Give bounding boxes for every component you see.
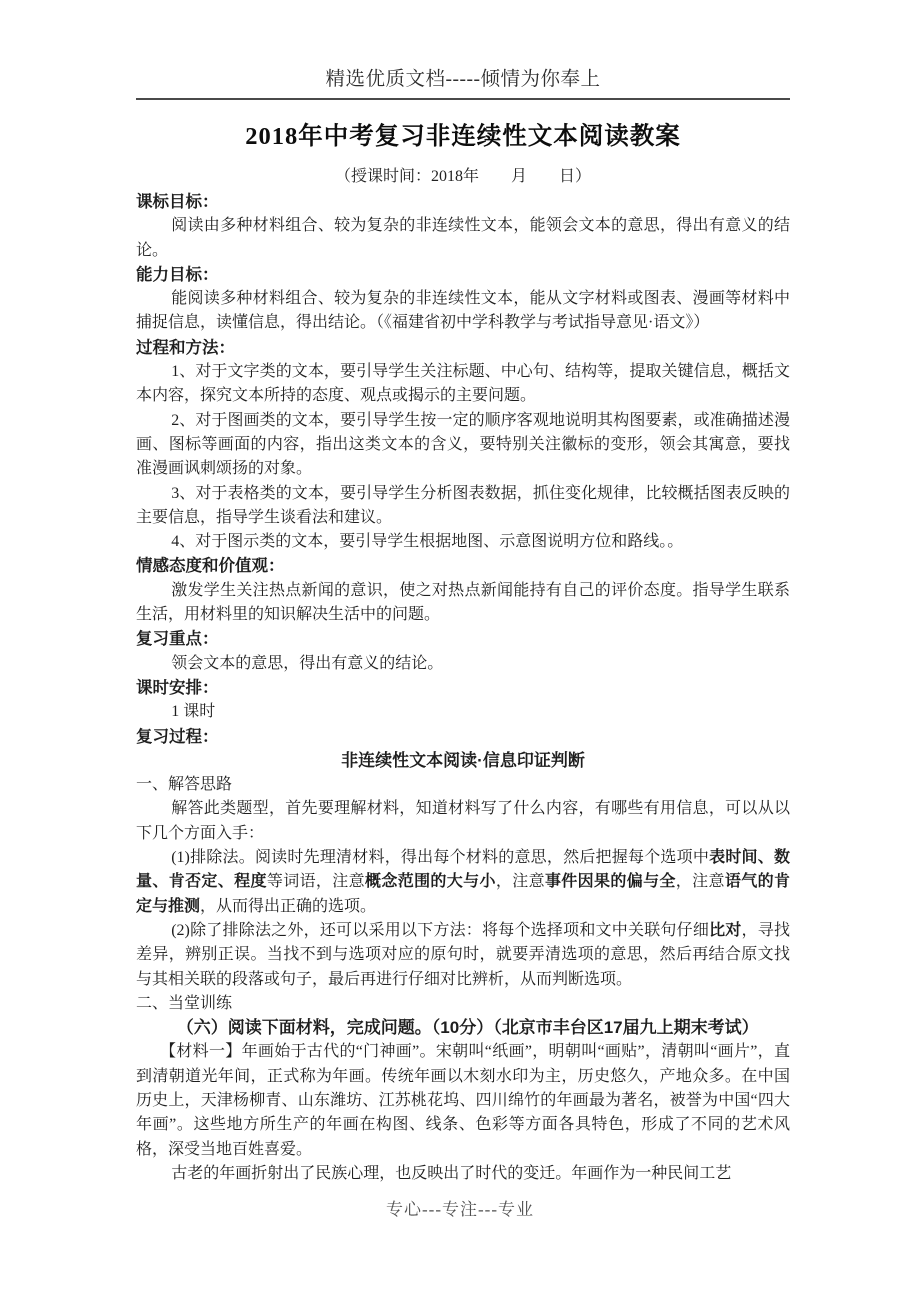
text-run: 课时安排： xyxy=(136,678,219,697)
text-run: 领会文本的意思，得出有意义的结论。 xyxy=(171,654,444,672)
document-subtitle: （授课时间：2018年 月 日） xyxy=(334,168,591,185)
paragraph xyxy=(136,482,790,531)
paragraph xyxy=(136,360,790,409)
text-run: 能力目标： xyxy=(136,265,219,284)
text-run: （六）阅读下面材料，完成问题。（10分）（北京市丰台区17届九上期末考试） xyxy=(176,1018,759,1038)
text-run: 2、对于图画类的文本，要引导学生按一定的顺序客观地说明其构图要素，或准确描述漫画、图标等画面的内容，指出这类文本的含义，要特别关注徽标的变形，领会其寓意，要找准漫画讽刺颂扬的对象。 xyxy=(136,411,790,478)
section-heading-course-goals xyxy=(136,190,790,214)
paragraph xyxy=(136,700,790,724)
text-run: ，注意 xyxy=(495,873,545,891)
text-run: 过程和方法： xyxy=(136,338,235,357)
text-run: ，从而得出正确的选项。 xyxy=(200,897,377,915)
text-run: 概念范围的大与小 xyxy=(365,873,496,891)
section-heading-ability-goals xyxy=(136,263,790,287)
section-heading-review-process xyxy=(136,725,790,749)
list-heading-answer-approach xyxy=(136,773,790,797)
paragraph xyxy=(136,652,790,676)
text-run: 等词语，注意 xyxy=(266,873,365,891)
text-run: 情感态度和价值观： xyxy=(136,557,285,576)
text-run: 解答此类题型，首先要理解材料，知道材料写了什么内容，有哪些有用信息，可以从以下几个方面入手： xyxy=(136,800,790,842)
paragraph xyxy=(136,579,790,628)
section-heading-process-methods xyxy=(136,336,790,360)
section-heading-schedule xyxy=(136,676,790,700)
text-run: 表时间、数量、肯否定、程度 xyxy=(136,849,790,891)
text-run: 语气的肯定与推测 xyxy=(136,873,790,915)
text-run: 复习重点： xyxy=(136,630,219,649)
text-run: ，寻找差异，辨别正误。当找不到与选项对应的原句时，就要弄清选项的意思，然后再结合原文找与其相关联的段落或句子，最后再进行仔细对比辨析，从而判断选项。 xyxy=(136,921,790,988)
text-run: ，注意 xyxy=(675,873,725,891)
text-run: 阅读由多种材料组合、较为复杂的非连续性文本，能领会文本的意思，得出有意义的结论。 xyxy=(136,217,790,259)
paragraph xyxy=(136,797,790,846)
document-footer: 专心---专注---专业 xyxy=(386,1200,534,1219)
section-heading-review-focus xyxy=(136,627,790,651)
paragraph xyxy=(136,287,790,336)
paragraph xyxy=(136,846,790,919)
text-run: 非连续性文本阅读·信息印证判断 xyxy=(341,750,585,770)
document-title: 2018年中考复习非连续性文本阅读教案 xyxy=(245,123,681,150)
text-run: 1 课时 xyxy=(171,703,216,721)
text-run: 古老的年画折射出了民族心理，也反映出了时代的变迁。年画作为一种民间工艺 xyxy=(171,1164,732,1182)
paragraph xyxy=(136,214,790,263)
text-run: 比对 xyxy=(709,921,742,939)
text-run: 复习过程： xyxy=(136,727,219,746)
text-run: 4、对于图示类的文本，要引导学生根据地图、示意图说明方位和路线。。 xyxy=(171,533,684,551)
text-run: (1)排除法。阅读时先理清材料，得出每个材料的意思，然后把握每个选项中 xyxy=(171,849,710,867)
paragraph xyxy=(136,409,790,482)
exercise-heading xyxy=(136,1016,790,1040)
text-run: 能阅读多种材料组合、较为复杂的非连续性文本，能从文字材料或图表、漫画等材料中捕捉信息，读懂信息，得出结论。（《福建省初中学科教学与考试指导意见·语文》） xyxy=(136,290,790,332)
text-run: (2)除了排除法之外，还可以采用以下方法：将每个选择项和文中关联句仔细 xyxy=(171,921,710,939)
text-run: 3、对于表格类的文本，要引导学生分析图表数据，抓住变化规律，比较概括图表反映的主要信息，指导学生谈看法和建议。 xyxy=(136,484,790,526)
text-run: 激发学生关注热点新闻的意识，使之对热点新闻能持有自己的评价态度。指导学生联系生活，用材料里的知识解决生活中的问题。 xyxy=(136,581,790,624)
text-run: 【材料一】年画始于古代的“门神画”。宋朝叫“纸画”，明朝叫“画贴”，清朝叫“画片”，直到清朝道光年间，正式称为年画。传统年画以木刻水印为主，历史悠久，产地众多。在中国历史上，天津杨柳青、山东潍坊、江苏桃花坞、四川绵竹的年画最为著名，被誉为中国“四大年画”。这些地方所生产的年画在构图、线条、色彩等方面各具特色，形成了不同的艺术风格，深受当地百姓喜爱。 xyxy=(136,1043,790,1158)
paragraph-material-one xyxy=(136,1040,790,1161)
page-content xyxy=(136,0,790,1186)
text-run: 课标目标： xyxy=(136,193,219,211)
text-run: 1、对于文字类的文本，要引导学生关注标题、中心句、结构等，提取关键信息，概括文本内容，探究文本所持的态度、观点或揭示的主要问题。 xyxy=(136,363,790,405)
center-heading xyxy=(136,749,790,773)
section-heading-attitude-values xyxy=(136,554,790,578)
paragraph xyxy=(136,1162,790,1186)
text-run: 二、当堂训练 xyxy=(136,994,233,1012)
text-run: 事件因果的偏与全 xyxy=(544,873,676,891)
paragraph xyxy=(136,919,790,992)
text-run: 一、解答思路 xyxy=(136,776,233,794)
header-slogan: 精选优质文档-----倾情为你奉上 xyxy=(325,69,601,90)
document-body xyxy=(136,190,790,1186)
document-header xyxy=(136,0,790,100)
list-heading-class-training xyxy=(136,992,790,1016)
paragraph xyxy=(136,530,790,554)
